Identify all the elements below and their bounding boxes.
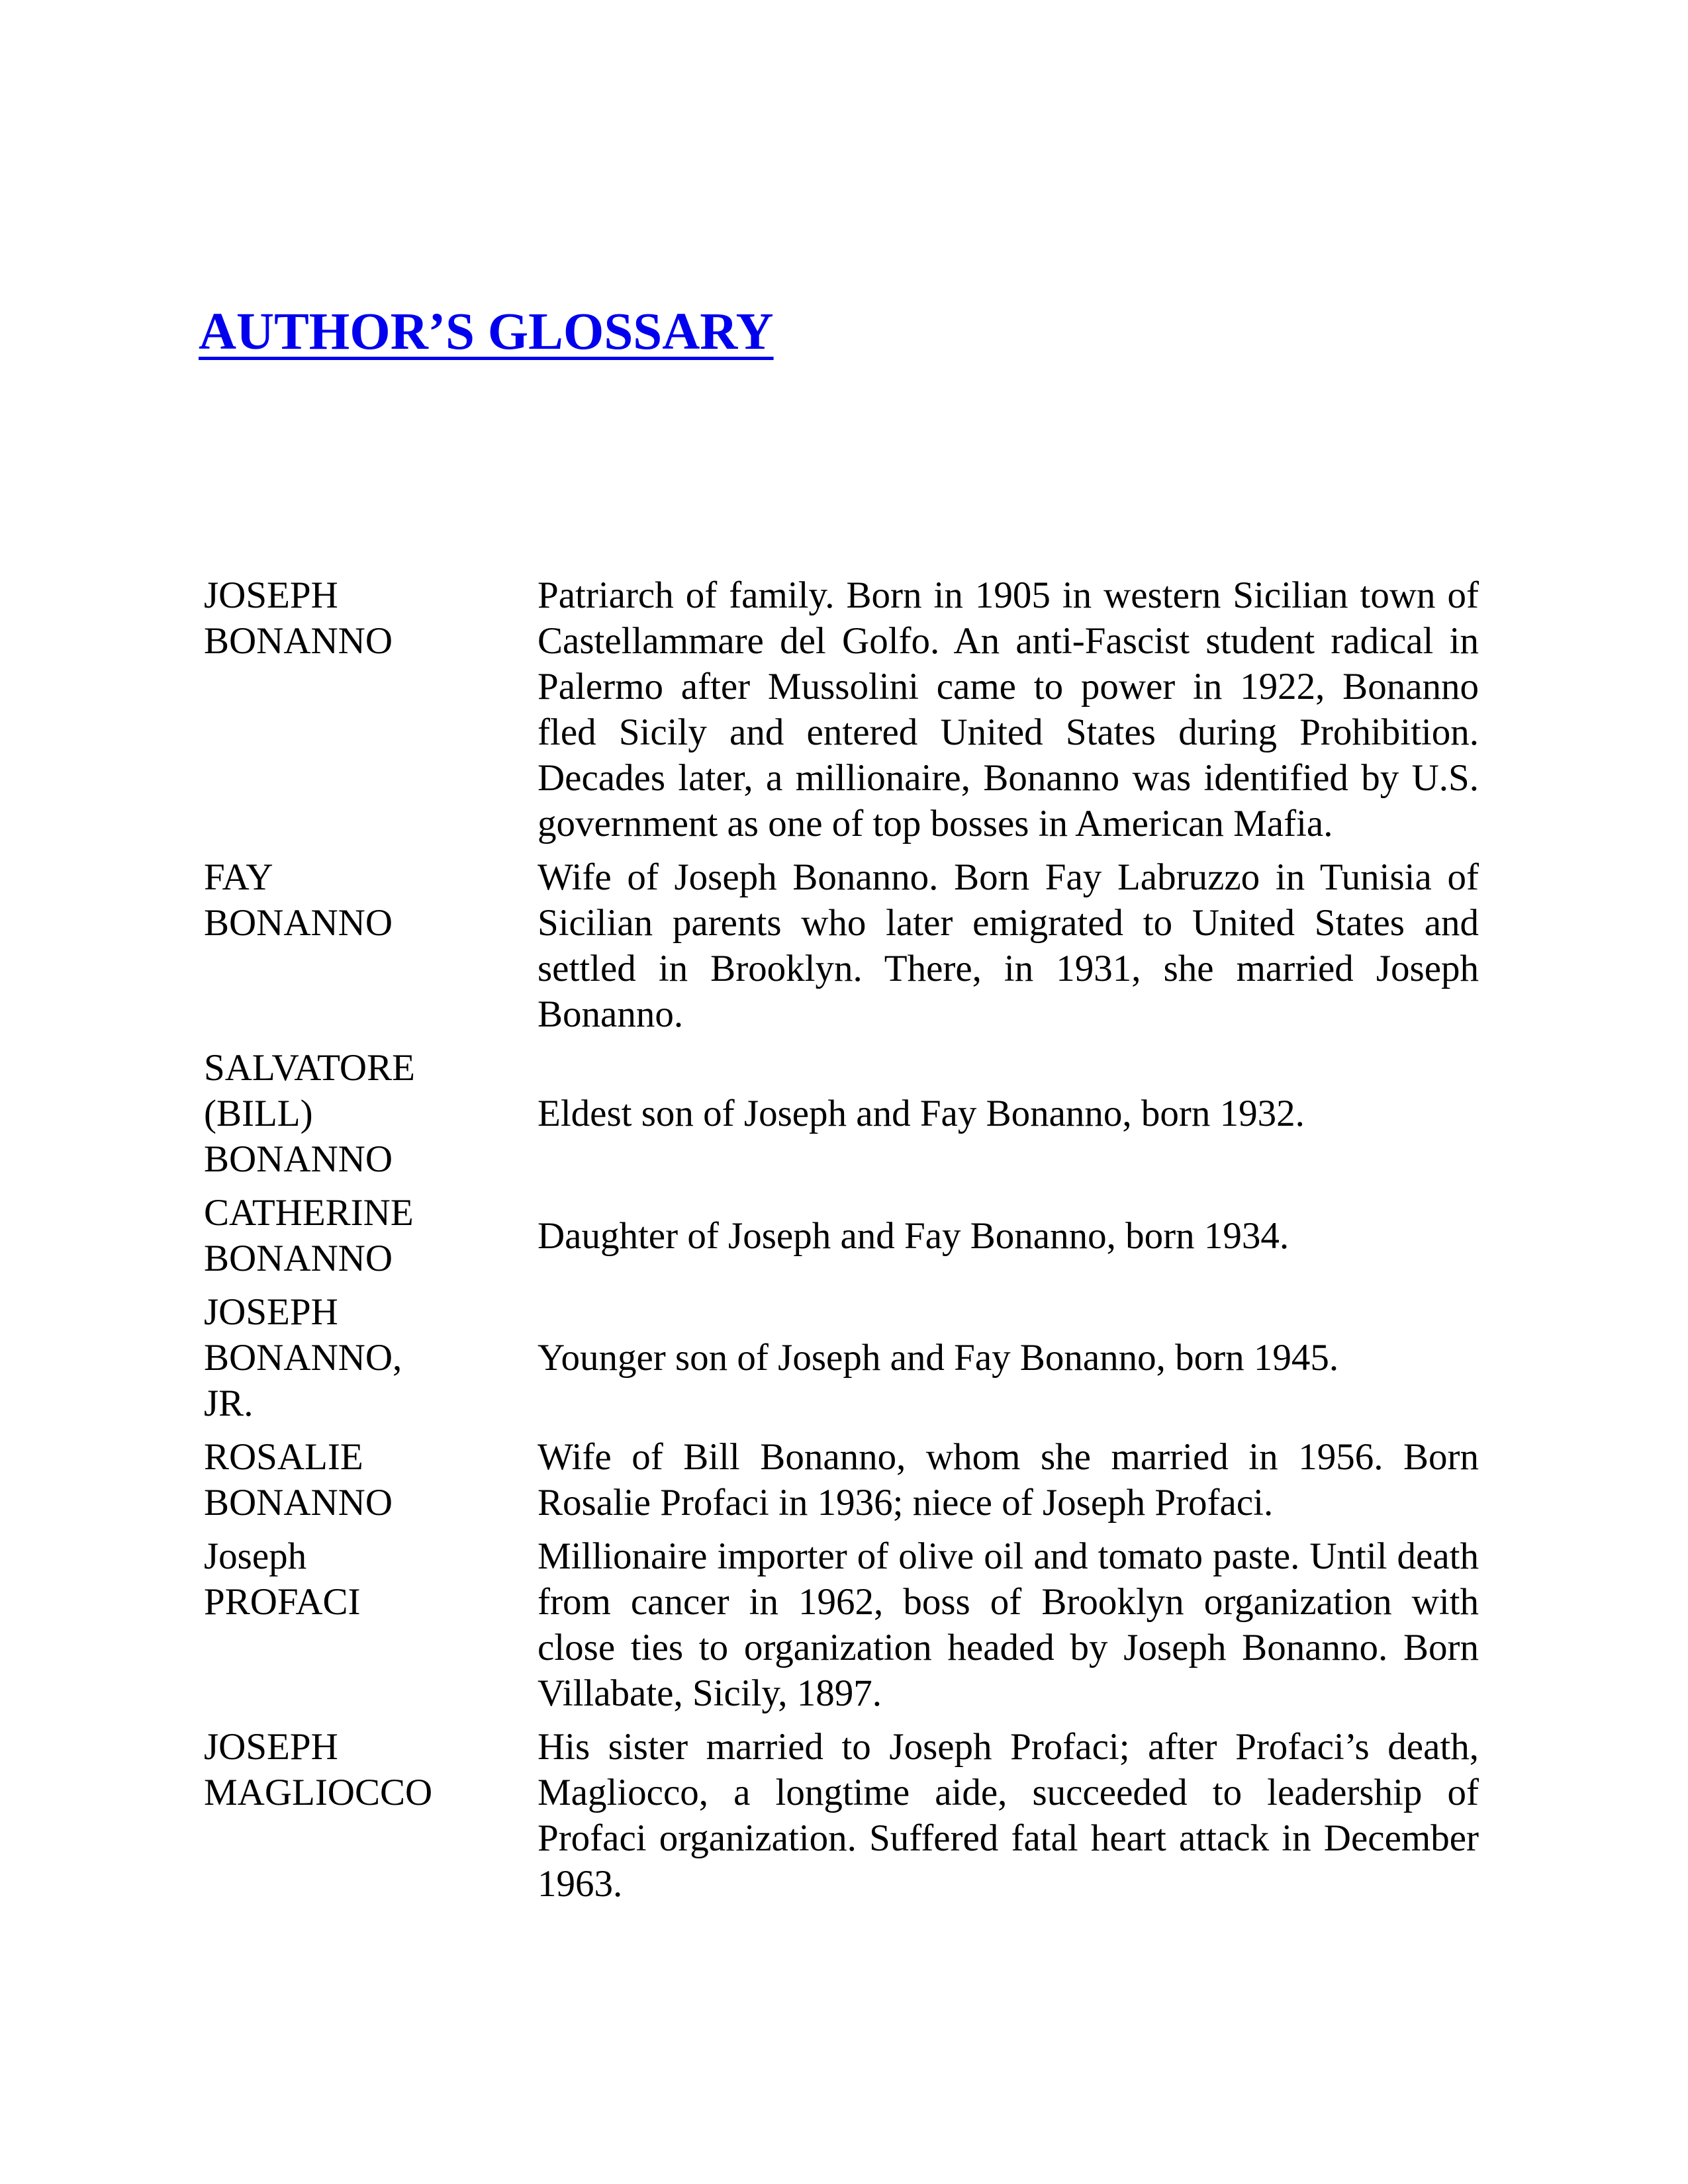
entry-name: JOSEPH BONANNO, JR. xyxy=(204,1291,402,1424)
glossary-entry xyxy=(204,1190,1479,1281)
entry-description: Daughter of Joseph and Fay Bonanno, born 1934. xyxy=(538,1214,1289,1257)
entry-description: His sister married to Joseph Profaci; after Profaci’s death, Magliocco, a longtime aide, succeeded to leadership of Profaci organization. Suffered fatal heart attack in December 1963. xyxy=(538,1726,1479,1905)
glossary-entry xyxy=(204,572,1479,846)
entry-description: Patriarch of family. Born in 1905 in western Sicilian town of Castellammare del Golfo. An anti-Fascist student radical in Palermo after Mussolini came to power in 1922, Bonanno fled Sicily and entered United States during Prohibition. Decades later, a millionaire, Bonanno was identified by U.S. government as one of top bosses in American Mafia. xyxy=(538,574,1479,844)
entry-name: Joseph PROFACI xyxy=(204,1535,361,1623)
glossary-entry xyxy=(204,1289,1479,1426)
glossary-entry xyxy=(204,1533,1479,1716)
glossary-entry xyxy=(204,1045,1479,1182)
entry-name: CATHERINE BONANNO xyxy=(204,1192,414,1279)
entry-name: JOSEPH BONANNO xyxy=(204,574,393,662)
glossary-entry xyxy=(204,854,1479,1037)
entry-description: Wife of Bill Bonanno, whom she married in 1956. Born Rosalie Profaci in 1936; niece of Joseph Profaci. xyxy=(538,1436,1479,1524)
glossary-entry xyxy=(204,1434,1479,1525)
glossary-title-link[interactable]: AUTHOR’S GLOSSARY xyxy=(199,303,774,361)
entry-name: ROSALIE BONANNO xyxy=(204,1436,393,1524)
entry-description: Wife of Joseph Bonanno. Born Fay Labruzzo in Tunisia of Sicilian parents who later emigrated to United States and settled in Brooklyn. There, in 1931, she married Joseph Bonanno. xyxy=(538,856,1479,1035)
entry-name: JOSEPH MAGLIOCCO xyxy=(204,1726,433,1813)
entry-description: Younger son of Joseph and Fay Bonanno, born 1945. xyxy=(538,1337,1339,1379)
entry-description: Eldest son of Joseph and Fay Bonanno, born 1932. xyxy=(538,1093,1305,1134)
glossary-entry xyxy=(204,1724,1479,1907)
glossary-list xyxy=(204,572,1479,1915)
entry-description: Millionaire importer of olive oil and tomato paste. Until death from cancer in 1962, boss of Brooklyn organization with close ties to organization headed by Joseph Bonanno. Born Villabate, Sicily, 1897. xyxy=(538,1535,1479,1714)
entry-name: SALVATORE (BILL) BONANNO xyxy=(204,1047,415,1180)
entry-name: FAY BONANNO xyxy=(204,856,393,944)
